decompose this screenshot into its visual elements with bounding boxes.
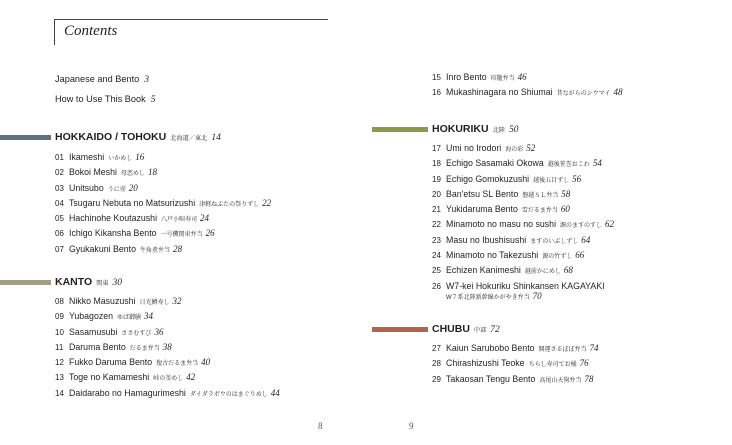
toc-entry[interactable] xyxy=(432,173,614,188)
entry-jp: だるま弁当 xyxy=(129,345,160,352)
entry-jp-line xyxy=(432,292,614,302)
toc-entry[interactable] xyxy=(432,188,614,203)
entry-jp: 越後五目ずし xyxy=(533,177,570,184)
entry-number: 07 xyxy=(55,244,64,254)
toc-entry[interactable] xyxy=(55,341,280,356)
entry-name: Tsugaru Nebuta no Matsurizushi xyxy=(69,197,196,208)
entry-jp: 源の竹ずし xyxy=(542,254,573,261)
toc-list-kanto xyxy=(55,295,280,402)
entry-page: 36 xyxy=(154,326,164,337)
entry-number: 24 xyxy=(432,251,441,261)
entry-number: 21 xyxy=(432,205,441,215)
entry-name: Ban'etsu SL Bento xyxy=(446,188,519,199)
entry-jp: いかめし xyxy=(108,156,133,162)
entry-page: 68 xyxy=(563,265,573,276)
section-heading-chubu[interactable] xyxy=(432,323,500,335)
entry-jp: ますのいぶしずし xyxy=(530,238,579,245)
entry-jp: うに壺 xyxy=(107,186,126,193)
page-number-left: 8 xyxy=(318,421,323,431)
entry-page: 20 xyxy=(128,182,138,193)
entry-jp: ささむすび xyxy=(121,330,152,337)
entry-number: 14 xyxy=(55,388,64,398)
entry-jp: 八戸小唄寿司 xyxy=(161,217,198,224)
entry-number: 20 xyxy=(432,189,441,199)
entry-page: 78 xyxy=(584,373,594,384)
entry-jp: 復古だるま弁当 xyxy=(156,361,199,368)
section-page: 50 xyxy=(508,125,519,135)
entry-name: Hachinohe Koutazushi xyxy=(69,213,158,224)
entry-page: 16 xyxy=(135,152,145,162)
toc-entry[interactable] xyxy=(55,227,271,242)
entry-number: 09 xyxy=(55,312,64,322)
entry-jp: 牛角煮弁当 xyxy=(140,247,171,254)
entry-number: 05 xyxy=(55,214,64,224)
entry-jp: 一号機関車弁当 xyxy=(160,232,203,239)
entry-number: 01 xyxy=(55,153,64,162)
entry-name: Minamoto no Takezushi xyxy=(446,250,539,261)
entry-jp: W７系北陸新幹線かがやき弁当 xyxy=(446,294,530,301)
entry-name: Fukko Daruma Bento xyxy=(69,357,153,368)
toc-list-chubu xyxy=(432,342,599,388)
entry-number: 25 xyxy=(432,266,441,276)
section-page: 72 xyxy=(490,325,500,335)
intro-label: How to Use This Book xyxy=(55,94,146,104)
entry-page: 58 xyxy=(561,188,571,199)
header-vertical-rule xyxy=(54,19,55,45)
entry-name: Unitsubo xyxy=(69,182,104,193)
entry-name: Sasamusubi xyxy=(69,326,118,337)
toc-list-hokuriku xyxy=(432,142,614,302)
toc-intro-item[interactable] xyxy=(55,74,149,85)
entry-name: Kaiun Sarubobo Bento xyxy=(446,343,535,353)
entry-page: 74 xyxy=(589,343,599,353)
entry-number: 15 xyxy=(432,73,441,82)
toc-entry[interactable] xyxy=(432,280,614,302)
toc-entry[interactable] xyxy=(432,234,614,249)
toc-entry[interactable] xyxy=(432,203,614,218)
entry-name: Daruma Bento xyxy=(69,341,126,352)
entry-page: 18 xyxy=(147,167,157,178)
toc-entry[interactable] xyxy=(55,212,271,227)
entry-jp: ゆば御膳 xyxy=(117,315,142,322)
toc-list-kanto-cont xyxy=(432,71,623,102)
entry-jp: ダイダラボウのはまぐりめし xyxy=(189,391,268,398)
entry-jp: 開運さるぼぼ弁当 xyxy=(538,347,587,353)
entry-number: 12 xyxy=(55,358,64,368)
entry-page: 24 xyxy=(200,213,210,224)
toc-entry[interactable] xyxy=(55,295,280,310)
entry-page: 70 xyxy=(532,290,542,301)
entry-name: Nikko Masuzushi xyxy=(69,296,136,306)
entry-name: W7-kei Hokuriku Shinkansen KAGAYAKI xyxy=(446,280,605,291)
section-jp: 北海道／東北 xyxy=(170,135,208,142)
page-number-right: 9 xyxy=(409,421,414,431)
toc-entry[interactable] xyxy=(55,356,280,371)
entry-name: Ikameshi xyxy=(69,152,105,162)
section-heading-hokkaido[interactable] xyxy=(55,131,221,143)
section-heading-hokuriku[interactable] xyxy=(432,123,518,135)
entry-name: Gyukakuni Bento xyxy=(69,243,136,254)
entry-jp: 津軽ねぶたの祭りずし xyxy=(199,201,260,208)
section-color-bar xyxy=(372,127,428,132)
entry-page: 22 xyxy=(262,197,272,208)
toc-entry[interactable] xyxy=(55,371,280,386)
section-title: HOKURIKU xyxy=(432,123,489,135)
section-color-bar xyxy=(0,135,51,140)
section-title: KANTO xyxy=(55,276,93,288)
toc-entry[interactable] xyxy=(432,264,614,279)
toc-entry[interactable] xyxy=(432,157,614,172)
entry-number: 10 xyxy=(55,327,64,337)
entry-number: 26 xyxy=(432,281,441,291)
entry-jp: 昔ながらのシウマイ xyxy=(556,91,611,98)
page-title: Contents xyxy=(64,23,118,39)
entry-number: 04 xyxy=(55,198,64,208)
entry-page: 42 xyxy=(186,372,196,383)
entry-jp: 印籠弁当 xyxy=(490,76,515,82)
toc-entry[interactable] xyxy=(432,373,599,388)
entry-page: 38 xyxy=(162,341,172,352)
entry-page: 46 xyxy=(517,72,527,82)
entry-name: Yubagozen xyxy=(69,311,114,322)
entry-number: 17 xyxy=(432,144,441,153)
entry-number: 08 xyxy=(55,297,64,306)
entry-page: 56 xyxy=(572,173,582,184)
entry-number: 02 xyxy=(55,168,64,178)
entry-jp: 日光鱒寿し xyxy=(139,300,170,306)
toc-entry[interactable] xyxy=(55,310,280,325)
entry-name: Echigo Gomokuzushi xyxy=(446,173,530,184)
entry-name: Mukashinagara no Shiumai xyxy=(446,87,553,98)
entry-page: 44 xyxy=(270,387,280,398)
entry-jp: 高尾山天狗弁当 xyxy=(539,377,582,384)
section-jp: 北陸 xyxy=(492,127,505,134)
toc-entry[interactable] xyxy=(432,342,599,357)
toc-entry[interactable] xyxy=(432,142,614,157)
entry-name: Ichigo Kikansha Bento xyxy=(69,228,157,239)
entry-number: 19 xyxy=(432,174,441,184)
section-color-bar xyxy=(0,280,51,285)
toc-entry[interactable] xyxy=(55,197,271,212)
entry-page: 28 xyxy=(173,243,183,254)
section-heading-kanto[interactable] xyxy=(55,276,122,288)
entry-number: 27 xyxy=(432,344,441,353)
header-rule xyxy=(54,19,328,20)
entry-number: 18 xyxy=(432,159,441,169)
entry-jp: 源のますのすし xyxy=(560,223,603,230)
toc-list-hokkaido xyxy=(55,151,271,258)
entry-page: 64 xyxy=(581,234,591,245)
entry-name: Yukidaruma Bento xyxy=(446,204,518,215)
entry-name: Bokoi Meshi xyxy=(69,167,117,178)
entry-page: 76 xyxy=(579,358,589,369)
section-page: 14 xyxy=(211,133,221,143)
entry-name: Minamoto no masu no sushi xyxy=(446,219,557,230)
entry-page: 60 xyxy=(560,204,570,215)
entry-number: 13 xyxy=(55,373,64,383)
section-jp: 中部 xyxy=(473,327,487,334)
entry-page: 54 xyxy=(592,158,602,169)
toc-entry[interactable] xyxy=(432,357,599,372)
section-jp: 関東 xyxy=(96,280,109,287)
entry-jp: ちらし寿司てお桶 xyxy=(528,362,577,369)
entry-page: 52 xyxy=(526,143,536,153)
entry-name: Umi no Irodori xyxy=(446,143,502,153)
entry-number: 29 xyxy=(432,374,441,384)
entry-name: Chirashizushi Teoke xyxy=(446,358,525,369)
toc-entry[interactable] xyxy=(55,326,280,341)
section-page: 30 xyxy=(112,278,123,288)
entry-number: 16 xyxy=(432,88,441,98)
entry-number: 22 xyxy=(432,220,441,230)
entry-number: 11 xyxy=(55,342,64,352)
entry-number: 06 xyxy=(55,229,64,239)
section-title: CHUBU xyxy=(432,323,470,335)
entry-name: Echizen Kanimeshi xyxy=(446,265,521,276)
toc-entry[interactable] xyxy=(55,182,271,197)
toc-intro-item[interactable] xyxy=(55,94,155,105)
entry-number: 03 xyxy=(55,183,64,193)
entry-jp: 雪だるま弁当 xyxy=(521,208,558,215)
entry-number: 28 xyxy=(432,359,441,369)
entry-name: Inro Bento xyxy=(446,72,487,82)
intro-label: Japanese and Bento xyxy=(55,74,140,84)
entry-page: 26 xyxy=(205,228,215,239)
toc-entry[interactable] xyxy=(432,218,614,233)
entry-name: Takaosan Tengu Bento xyxy=(446,373,536,384)
section-title: HOKKAIDO / TOHOKU xyxy=(55,131,167,143)
entry-jp: 峠の釜めし xyxy=(153,376,184,383)
toc-entry[interactable] xyxy=(432,86,623,101)
toc-entry[interactable] xyxy=(55,166,271,181)
entry-page: 32 xyxy=(172,296,182,306)
toc-entry[interactable] xyxy=(55,243,271,258)
entry-jp: 磐越ＳＬ弁当 xyxy=(522,192,559,199)
section-color-bar xyxy=(372,327,428,332)
toc-entry[interactable] xyxy=(432,249,614,264)
entry-page: 34 xyxy=(144,311,154,322)
entry-jp: 越前かにめし xyxy=(524,269,561,276)
toc-entry[interactable] xyxy=(55,151,271,166)
entry-page: 66 xyxy=(575,250,585,261)
entry-jp: 母恋めし xyxy=(120,171,145,178)
entry-page: 48 xyxy=(613,87,623,98)
entry-name: Daidarabo no Hamagurimeshi xyxy=(69,387,186,398)
entry-jp: 海の彩 xyxy=(505,147,524,153)
entry-number: 23 xyxy=(432,235,441,245)
entry-page: 62 xyxy=(605,219,615,230)
toc-entry[interactable] xyxy=(55,387,280,402)
entry-name: Echigo Sasamaki Okowa xyxy=(446,158,544,169)
entry-name: Masu no Ibushisushi xyxy=(446,234,527,245)
toc-entry[interactable] xyxy=(432,71,623,86)
intro-page: 3 xyxy=(144,75,150,85)
entry-jp: 越後笹巻おこわ xyxy=(547,162,590,169)
entry-name: Toge no Kamameshi xyxy=(69,372,150,383)
entry-page: 40 xyxy=(201,357,211,368)
intro-page: 5 xyxy=(150,95,156,105)
